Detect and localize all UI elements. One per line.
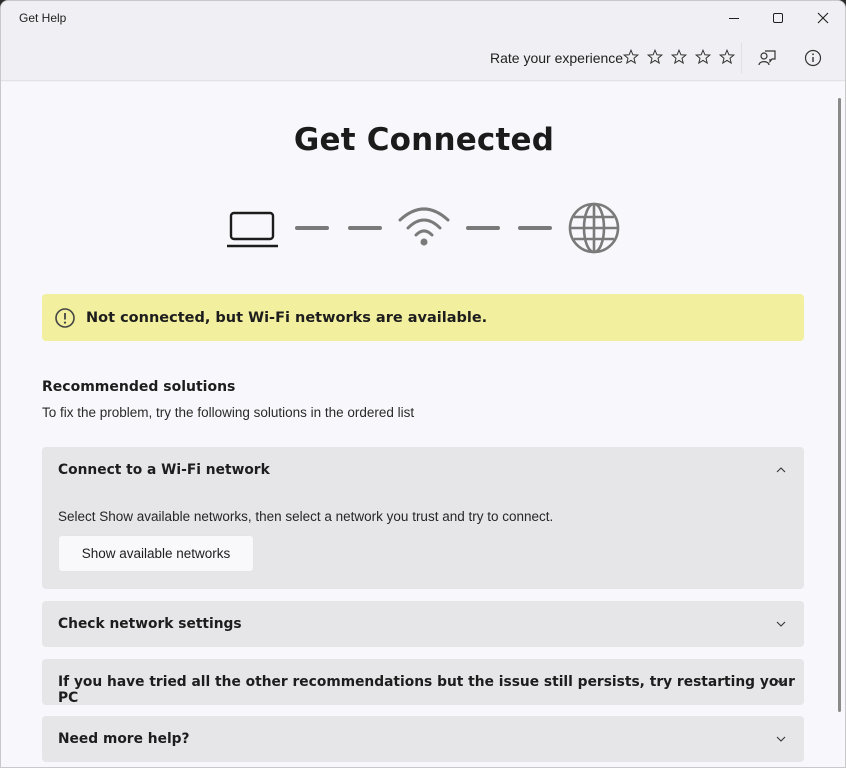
- show-available-networks-button[interactable]: Show available networks: [58, 535, 254, 572]
- solution-restart-pc[interactable]: [42, 659, 804, 705]
- laptop-icon: [225, 208, 281, 252]
- star-icon: [671, 49, 687, 65]
- solution-title: Connect to a Wi-Fi network: [58, 462, 270, 478]
- link-dash: [518, 226, 552, 230]
- star-icon: [719, 49, 735, 65]
- close-button[interactable]: [800, 1, 846, 35]
- warning-circle-icon: [54, 307, 76, 329]
- solution-title: If you have tried all the other recommendations but the issue still persists, try restarting your PC: [58, 674, 795, 706]
- about-button[interactable]: [797, 43, 829, 73]
- solution-connect-wifi: [42, 447, 804, 589]
- solution-title: Need more help?: [58, 731, 190, 747]
- close-icon: [817, 12, 829, 24]
- minimize-button[interactable]: [711, 1, 757, 35]
- feedback-button[interactable]: [751, 43, 783, 73]
- solution-title: Check network settings: [58, 616, 242, 632]
- solutions-heading: Recommended solutions: [42, 379, 236, 395]
- star-1-button[interactable]: [621, 47, 641, 67]
- star-icon: [647, 49, 663, 65]
- app-title: Get Help: [19, 11, 67, 25]
- info-icon: [803, 48, 823, 68]
- toolbar: [1, 35, 845, 81]
- solution-instructions: Select Show available networks, then select a network you trust and try to connect.: [58, 509, 554, 524]
- link-dash: [348, 226, 382, 230]
- connection-diagram: [225, 202, 625, 254]
- star-icon: [623, 49, 639, 65]
- solution-need-more-help[interactable]: [42, 716, 804, 762]
- maximize-button[interactable]: [755, 1, 801, 35]
- maximize-icon: [772, 12, 784, 24]
- star-3-button[interactable]: [669, 47, 689, 67]
- status-message: Not connected, but Wi-Fi networks are available.: [86, 309, 488, 326]
- star-2-button[interactable]: [645, 47, 665, 67]
- page-title: Get Connected: [293, 122, 555, 158]
- solutions-description: To fix the problem, try the following solutions in the ordered list: [42, 405, 415, 420]
- link-dash: [295, 226, 329, 230]
- star-rating[interactable]: [621, 47, 737, 67]
- wifi-icon: [397, 202, 451, 248]
- rate-experience-label: Rate your experience: [490, 50, 624, 66]
- chevron-down-icon: [774, 675, 788, 689]
- chevron-down-icon: [774, 732, 788, 746]
- chevron-down-icon: [774, 617, 788, 631]
- solution-connect-wifi-header[interactable]: [42, 447, 804, 493]
- chevron-up-icon: [774, 463, 788, 477]
- solution-check-network-settings[interactable]: [42, 601, 804, 647]
- link-dash: [466, 226, 500, 230]
- star-5-button[interactable]: [717, 47, 737, 67]
- vertical-scrollbar[interactable]: [838, 98, 841, 712]
- title-bar: [1, 1, 845, 35]
- globe-icon: [567, 202, 621, 256]
- toolbar-divider: [741, 43, 742, 73]
- status-banner: [42, 294, 804, 341]
- minimize-icon: [728, 12, 740, 24]
- feedback-person-icon: [757, 48, 777, 68]
- star-4-button[interactable]: [693, 47, 713, 67]
- main-content: [1, 82, 845, 767]
- star-icon: [695, 49, 711, 65]
